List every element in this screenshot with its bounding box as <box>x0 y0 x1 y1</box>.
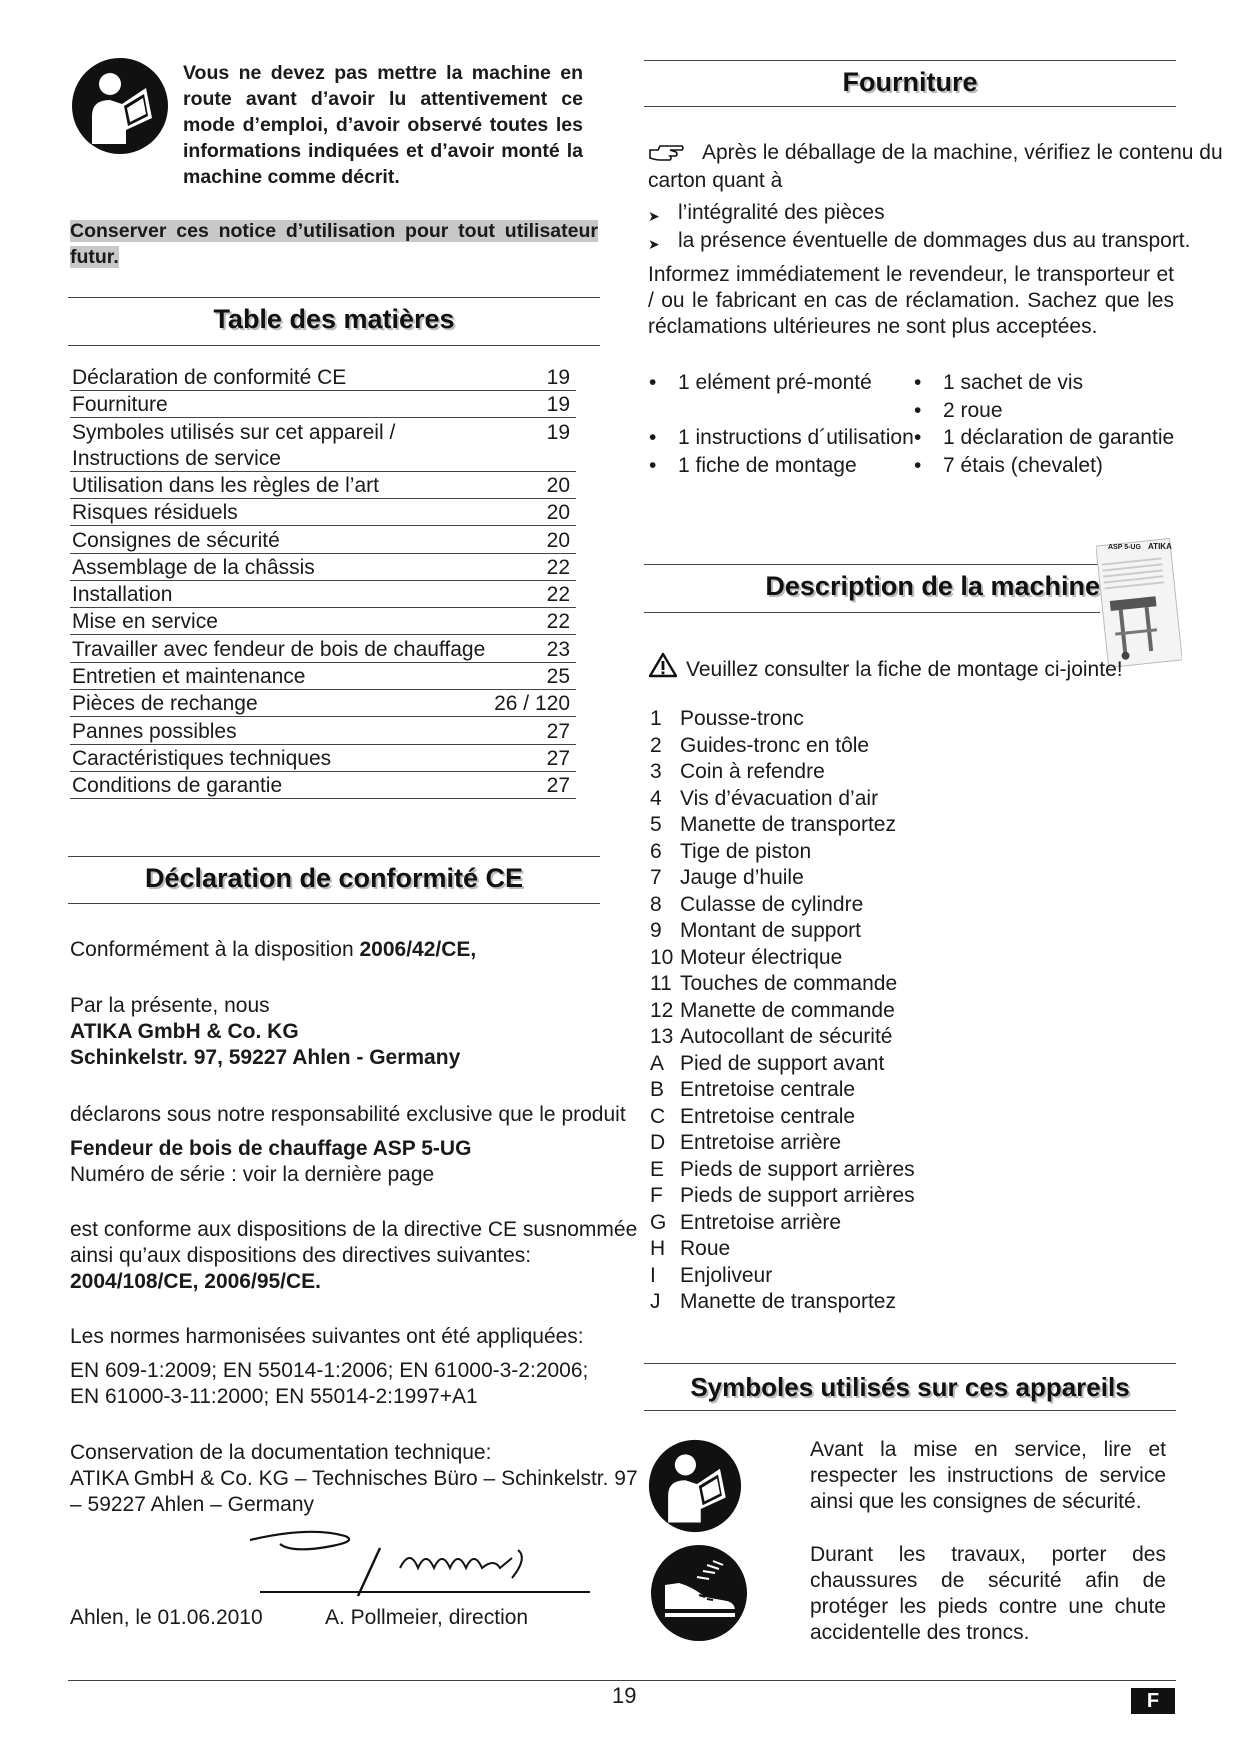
toc-label: Installation <box>72 583 173 607</box>
part-key: E <box>650 1157 665 1181</box>
toc-row <box>70 691 576 717</box>
toc-row <box>70 609 576 635</box>
toc-label: Consignes de sécurité <box>72 528 280 552</box>
toc-row <box>70 773 576 799</box>
intro-warning: Vous ne devez pas mettre la machine en route avant d’avoir lu attentivement ce mode d’emploi, d’avoir observé toutes les informations indiquées et d’avoir monté la machine comme décrit. <box>183 62 583 188</box>
toc-row <box>70 582 576 608</box>
toc-page: 20 <box>546 528 570 552</box>
declaration-directives: 2004/108/CE, 2006/95/CE. <box>70 1270 322 1293</box>
part-label: Entretoise centrale <box>680 1104 856 1128</box>
toc-label: Pièces de rechange <box>72 692 258 716</box>
toc-page: 19 <box>546 393 570 417</box>
part-label: Pied de support avant <box>680 1051 885 1075</box>
toc-label: Assemblage de la châssis <box>72 555 315 579</box>
part-key: H <box>650 1237 666 1260</box>
toc-label: Entretien et maintenance <box>72 665 306 688</box>
signatory: A. Pollmeier, direction <box>325 1606 529 1629</box>
part-key: B <box>650 1078 665 1101</box>
toc-page: 27 <box>546 746 570 770</box>
fourniture-inform: Informez immédiatement le revendeur, le transporteur et / ou le fabricant en cas de réclamation. Sachez que les réclamations ultérieures ne sont plus acceptées. <box>648 263 1174 338</box>
declaration-norms2: EN 61000-3-11:2000; EN 55014-2:1997+A1 <box>70 1385 478 1408</box>
pointing-hand-icon <box>648 142 684 164</box>
part-key: 4 <box>650 786 662 810</box>
toc-page: 22 <box>546 555 570 579</box>
assembly-sheet-image <box>1096 536 1182 668</box>
part-label: Enjoliveur <box>680 1263 773 1287</box>
supply-item: 1 fiche de montage <box>678 454 857 477</box>
safety-shoes-icon <box>649 1543 749 1643</box>
declaration-address: Schinkelstr. 97, 59227 Ahlen - Germany <box>70 1046 461 1069</box>
part-key: A <box>650 1051 665 1075</box>
declaration-title: Déclaration de conformité CE <box>144 863 524 893</box>
bullet-icon: • <box>649 426 657 449</box>
toc-page: 23 <box>546 637 570 661</box>
part-label: Entretoise arrière <box>680 1131 842 1154</box>
toc-row <box>70 719 576 745</box>
page-number: 19 <box>612 1683 637 1708</box>
part-label: Montant de support <box>680 919 861 942</box>
toc-page: 20 <box>546 473 570 497</box>
toc-label: Fourniture <box>72 393 168 417</box>
supply-item: 1 déclaration de garantie <box>943 426 1175 449</box>
declaration-p3: déclarons sous notre responsabilité exclusive que le produit <box>70 1103 626 1126</box>
bullet-icon: • <box>914 399 922 422</box>
toc-page: 20 <box>546 501 570 525</box>
declaration-product: Fendeur de bois de chauffage ASP 5-UG <box>70 1137 472 1160</box>
part-label: Entretoise arrière <box>680 1210 842 1234</box>
declaration-p4a: est conforme aux dispositions de la directive CE susnommée <box>70 1218 638 1241</box>
symbols-title: Symboles utilisés sur ces appareils <box>690 1372 1130 1402</box>
toc-label-line2: Instructions de service <box>72 446 281 470</box>
toc-page: 22 <box>546 610 570 634</box>
bullet-icon: • <box>914 454 922 477</box>
description-note: Veuillez consulter la fiche de montage ci-jointe! <box>686 658 1123 681</box>
part-label: Coin à refendre <box>680 760 825 783</box>
toc-page: 19 <box>546 420 570 444</box>
part-key: 1 <box>650 707 662 730</box>
toc-label: Symboles utilisés sur cet appareil / <box>72 420 396 444</box>
declaration-p2: Par la présente, nous <box>70 994 270 1017</box>
part-key: 13 <box>650 1025 674 1048</box>
sheet-label: ASP 5-UG <box>1108 544 1141 551</box>
part-label: Pieds de support arrières <box>680 1184 915 1207</box>
toc-label: Déclaration de conformité CE <box>72 366 347 389</box>
toc-page: 22 <box>546 583 570 607</box>
part-label: Pousse-tronc <box>680 707 804 730</box>
declaration-p7a: ATIKA GmbH & Co. KG – Technisches Büro – Schinkelstr. 97 <box>70 1467 638 1490</box>
read-manual-icon <box>647 1438 743 1534</box>
part-key: I <box>650 1263 656 1287</box>
part-key: F <box>650 1184 663 1207</box>
keep-notice: Conserver ces notice d’utilisation pour tout utilisateur futur. <box>70 220 598 268</box>
toc-row <box>70 365 576 391</box>
declaration-norms1: EN 609-1:2009; EN 55014-1:2006; EN 61000-3-2:2006; <box>70 1359 589 1382</box>
fourniture-intro-a: Après le déballage de la machine, vérifiez le contenu du <box>702 141 1223 164</box>
signature <box>250 1528 600 1598</box>
declaration-p7b: – 59227 Ahlen – Germany <box>70 1493 315 1516</box>
bullet-icon: • <box>649 371 657 394</box>
part-label: Pieds de support arrières <box>680 1157 915 1181</box>
toc-page: 26 / 120 <box>494 692 570 716</box>
part-label: Autocollant de sécurité <box>680 1025 893 1048</box>
bullet-icon: • <box>649 454 657 477</box>
toc-label: Utilisation dans les règles de l’art <box>72 473 379 497</box>
part-key: 8 <box>650 892 662 916</box>
fourniture-title: Fourniture <box>842 67 978 97</box>
supply-item: 7 étais (chevalet) <box>943 454 1103 477</box>
toc-title: Table des matières <box>213 304 455 334</box>
declaration-p1: Conformément à la disposition 2006/42/CE, <box>70 938 477 961</box>
symbol-text-1: Avant la mise en service, lire et respecter les instructions de service ainsi que les consignes de sécurité. <box>810 1438 1166 1513</box>
toc-label: Mise en service <box>72 610 218 634</box>
toc-row <box>70 500 576 526</box>
toc-label: Pannes possibles <box>72 719 237 743</box>
toc-row <box>70 555 576 581</box>
part-key: 10 <box>650 945 674 969</box>
bullet-icon: • <box>914 426 922 449</box>
toc-row <box>70 746 576 772</box>
toc-row <box>70 392 576 418</box>
part-key: D <box>650 1131 666 1154</box>
toc-row <box>70 528 576 554</box>
declaration-serial: Numéro de série : voir la dernière page <box>70 1163 435 1186</box>
part-label: Guides-tronc en tôle <box>680 733 870 757</box>
part-label: Entretoise centrale <box>680 1078 856 1101</box>
supply-item: 2 roue <box>943 399 1003 422</box>
declaration-company: ATIKA GmbH & Co. KG <box>70 1020 299 1043</box>
arrow-bullet-icon: ➤ <box>648 236 660 252</box>
part-key: 12 <box>650 998 674 1022</box>
toc-row <box>70 637 576 663</box>
part-label: Culasse de cylindre <box>680 892 864 916</box>
part-label: Manette de transportez <box>680 813 896 836</box>
fourniture-intro-b: carton quant à <box>648 169 783 192</box>
bullet-icon: • <box>914 371 922 394</box>
warning-triangle-icon <box>648 652 678 678</box>
read-manual-icon <box>70 56 170 156</box>
declaration-p4b: ainsi qu’aux dispositions des directives suivantes: <box>70 1244 532 1267</box>
part-key: 9 <box>650 919 662 942</box>
supply-item: 1 instructions d´utilisation <box>678 426 914 449</box>
part-key: 11 <box>650 972 672 995</box>
part-label: Manette de commande <box>680 998 895 1022</box>
supply-item: 1 elément pré-monté <box>678 371 872 394</box>
toc-page: 27 <box>546 719 570 743</box>
part-key: C <box>650 1104 666 1128</box>
toc-page: 27 <box>546 774 570 798</box>
part-key: 7 <box>650 866 662 889</box>
place-date: Ahlen, le 01.06.2010 <box>70 1606 263 1629</box>
toc-row <box>70 664 576 690</box>
toc-page: 19 <box>546 366 570 389</box>
part-key: 6 <box>650 839 662 863</box>
part-key: G <box>650 1210 667 1234</box>
toc-label: Conditions de garantie <box>72 774 283 798</box>
part-key: 2 <box>650 733 662 757</box>
declaration-p6: Conservation de la documentation technique: <box>70 1441 492 1464</box>
language-badge: F <box>1131 1688 1175 1714</box>
part-label: Jauge d’huile <box>680 866 804 889</box>
part-key: 5 <box>650 813 662 836</box>
declaration-p5: Les normes harmonisées suivantes ont été appliquées: <box>70 1325 584 1348</box>
part-label: Touches de commande <box>680 972 898 995</box>
check-item: l’intégralité des pièces <box>678 201 885 224</box>
toc-row <box>70 473 576 499</box>
part-label: Vis d’évacuation d’air <box>680 786 879 810</box>
part-label: Moteur électrique <box>680 945 843 969</box>
supply-item: 1 sachet de vis <box>943 371 1084 394</box>
toc-row <box>70 420 576 472</box>
sheet-brand: ATIKA <box>1148 542 1172 551</box>
arrow-bullet-icon: ➤ <box>648 208 660 224</box>
description-title: Description de la machine <box>765 571 1100 601</box>
check-item: la présence éventuelle de dommages dus au transport. <box>678 229 1191 252</box>
part-label: Manette de transportez <box>680 1290 896 1313</box>
part-label: Roue <box>680 1237 731 1260</box>
symbol-text-2: Durant les travaux, porter des chaussures de sécurité afin de protéger les pieds contre une chute accidentelle des troncs. <box>810 1543 1166 1644</box>
part-key: 3 <box>650 760 662 783</box>
part-key: J <box>650 1290 661 1313</box>
toc-label: Risques résiduels <box>72 501 238 525</box>
toc-label: Travailler avec fendeur de bois de chauffage <box>72 637 486 661</box>
part-label: Tige de piston <box>680 839 812 863</box>
toc-label: Caractéristiques techniques <box>72 746 332 770</box>
toc-page: 25 <box>546 665 570 688</box>
